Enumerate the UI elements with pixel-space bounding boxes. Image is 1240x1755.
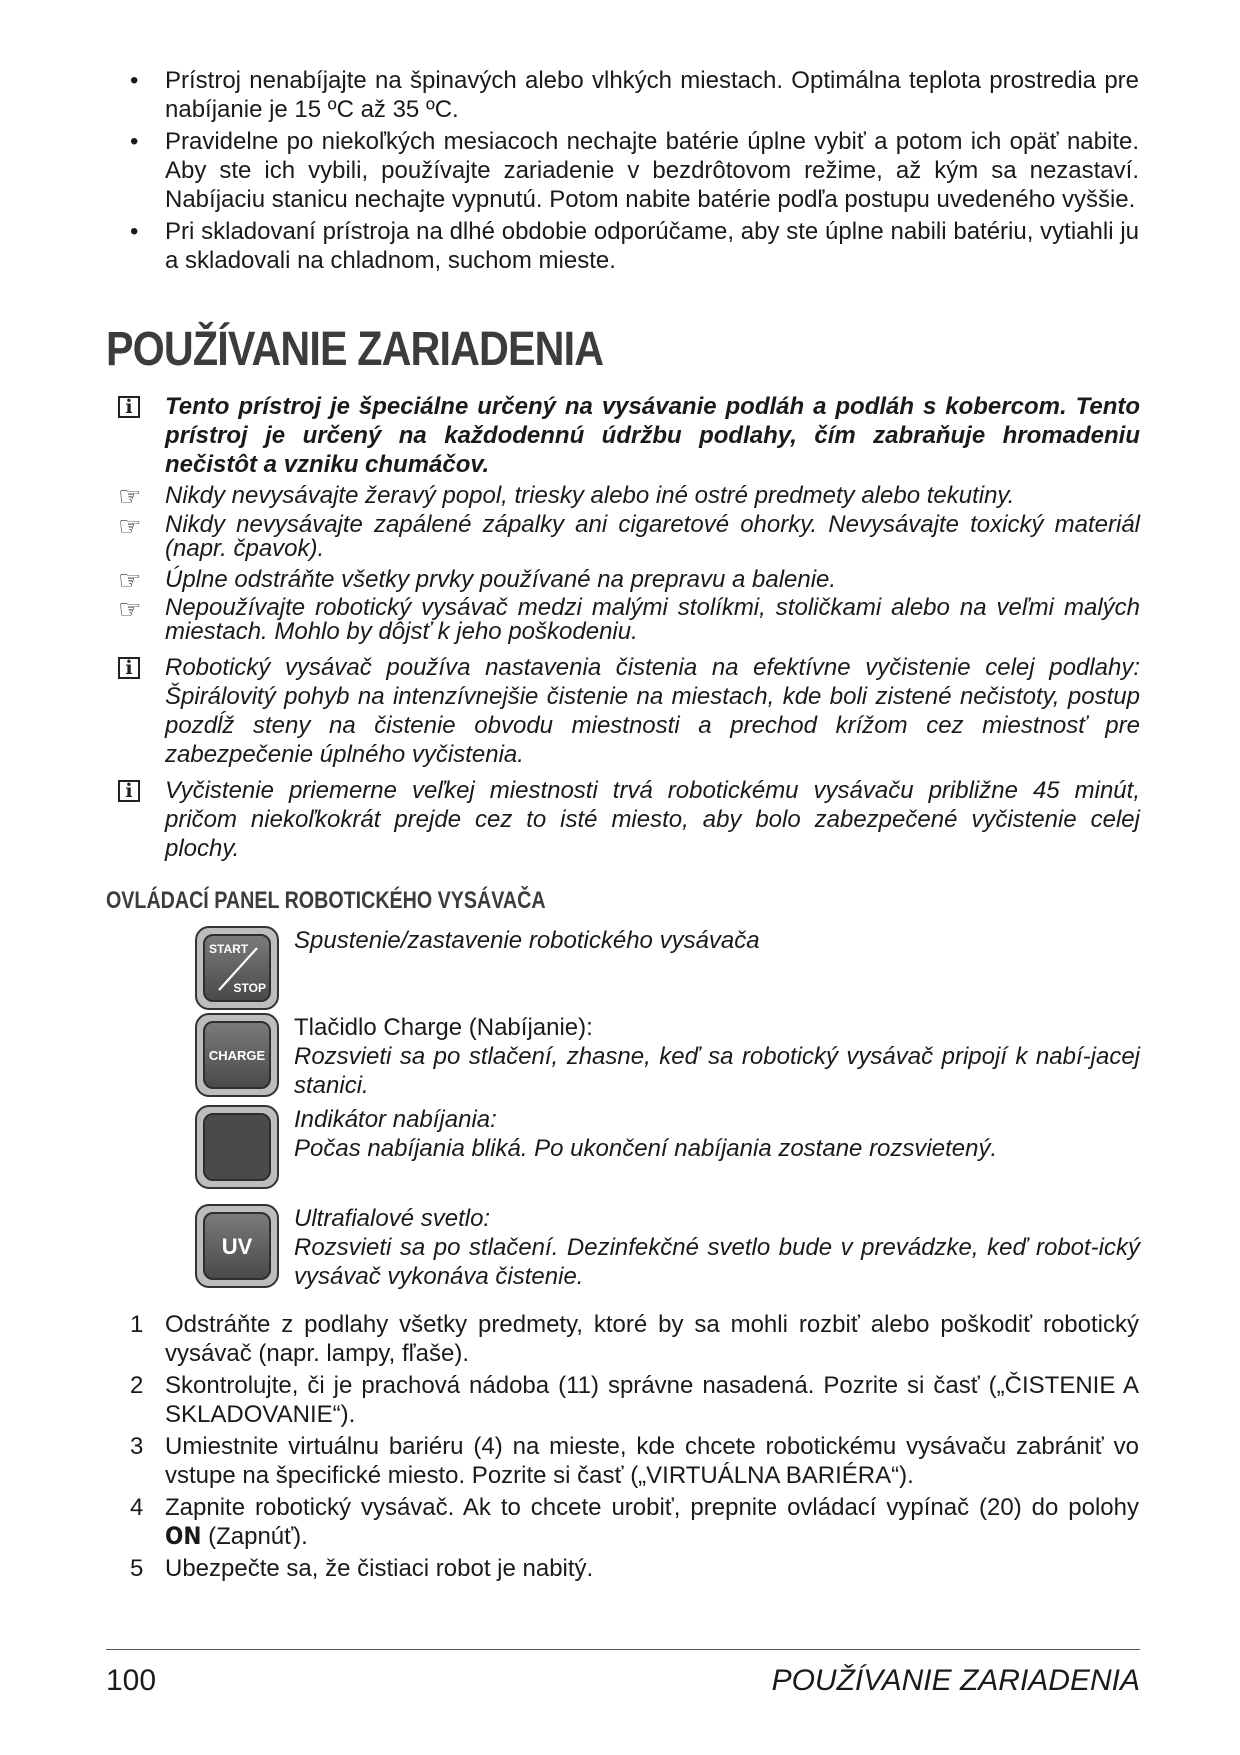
start-stop-button: START STOP [195,926,279,1010]
uv-title: Ultrafialové svetlo: [294,1205,491,1232]
list-item: 4 Zapnite robotický vysávač. Ak to chcete urobiť, prepnite ovládací vypínač (20) do polohy ON (Zapnúť). [130,1494,1139,1550]
page-number: 100 [106,1664,157,1697]
list-item: 1 Odstráňte z podlahy všetky predmety, ktoré by sa mohli rozbiť alebo poškodiť robotický vysávač (napr. lampy, fľaše). [130,1311,1139,1367]
info-icon: i [118,396,140,418]
info-icon: i [118,657,140,679]
charge-description: Rozsvieti sa po stlačení, zhasne, keď sa robotický vysávač pripojí k nabí-jacej stanici. [294,1043,1140,1099]
info-note-modes: i Robotický vysávač používa nastavenia čistenia na efektívne vyčistenie celej podlahy: Špirálovitý pohyb na intenzívnejšie čistenie na miestach, kde boli zistené nečistoty, postup pozdĺž steny na čistenie obvodu miestnosti a prechod krížom cez miestnosť pre zabezpečenie úplného vyčistenia. [118,653,1140,769]
control-panel-heading: OVLÁDACÍ PANEL ROBOTICKÉHO VYSÁVAČA [106,887,546,914]
list-item: • Prístroj nenabíjajte na špinavých alebo vlhkých miestach. Optimálna teplota prostredia pre nabíjanie je 15 ºC až 35 ºC. [130,67,1139,123]
pointing-hand-icon: ☞ [118,594,142,624]
pointing-hand-icon: ☞ [118,565,142,595]
uv-description: Rozsvieti sa po stlačení. Dezinfekčné svetlo bude v prevádzke, keď robot-ický vysávač vykonáva čistenie. [294,1234,1140,1290]
pointing-hand-icon: ☞ [118,481,142,511]
charge-row [195,1013,1140,1100]
indicator-description: Počas nabíjania bliká. Po ukončení nabíjania zostane rozsvietený. [294,1135,998,1162]
warning-note: ☞ Nikdy nevysávajte žeravý popol, triesky alebo iné ostré predmety alebo tekutiny. [118,481,1015,511]
list-item: • Pravidelne po niekoľkých mesiacoch nechajte batérie úplne vybiť a potom ich opäť nabite. Aby ste ich vybili, používajte zariadenie v bezdrôtovom režime, až kým sa nezastaví. Nabíjaciu stanicu nechajte vypnutú. Potom nabite batérie podľa postupu uvedeného vyššie. [130,128,1139,213]
footer-section-title: POUŽÍVANIE ZARIADENIA [771,1664,1140,1697]
list-item: 5 Ubezpečte sa, že čistiaci robot je nabitý. [130,1555,594,1582]
list-item: 2 Skontrolujte, či je prachová nádoba (11) správne nasadená. Pozrite si časť („ČISTENIE A SKLADOVANIE“). [130,1372,1139,1428]
charging-tips-list [125,66,1139,278]
usage-steps-list [125,1310,1139,1586]
start-stop-row [195,926,1140,995]
on-label: ON [165,1522,202,1550]
footer-divider [106,1649,1140,1650]
uv-row [195,1204,1140,1291]
indicator-title: Indikátor nabíjania: [294,1106,497,1133]
charge-button: CHARGE [195,1013,279,1097]
warning-note: ☞ Úplne odstráňte všetky prvky používané na prepravu a balenie. [118,565,837,595]
charging-indicator-row [195,1105,1140,1163]
info-note-intro: i Tento prístroj je špeciálne určený na vysávanie podláh a podláh s kobercom. Tento prístroj je určený na každodennú údržbu podlahy, čím zabraňuje hromadeniu nečistôt a vzniku chumáčov. [118,392,1140,479]
start-stop-description: Spustenie/zastavenie robotického vysávača [294,927,760,954]
list-item: 3 Umiestnite virtuálnu bariéru (4) na mieste, kde chcete robotickému vysávaču zabrániť vo vstupe na špecifické miesto. Pozrite si časť („VIRTUÁLNA BARIÉRA“). [130,1433,1139,1489]
charge-title: Tlačidlo Charge (Nabíjanie): [294,1014,593,1041]
list-item: • Pri skladovaní prístroja na dlhé obdobie odporúčame, aby ste úplne nabili batériu, vytiahli ju a skladovali na chladnom, suchom mieste. [130,218,1139,274]
info-note-time: i Vyčistenie priemerne veľkej miestnosti trvá robotickému vysávaču približne 45 minút, pričom niekoľkokrát prejde cez to isté miesto, aby bolo zabezpečené vyčistenie celej plochy. [118,776,1140,863]
charging-indicator-light [195,1105,279,1189]
warning-note: ☞ Nikdy nevysávajte zapálené zápalky ani cigaretové ohorky. Nevysávajte toxický materiál (napr. čpavok). [118,511,1140,562]
uv-button: UV [195,1204,279,1288]
warning-note: ☞ Nepoužívajte robotický vysávač medzi malými stolíkmi, stoličkami alebo na veľmi malých miestach. Mohlo by dôjsť k jeho poškodeniu. [118,594,1140,645]
info-icon: i [118,780,140,802]
pointing-hand-icon: ☞ [118,511,142,541]
section-title: POUŽÍVANIE ZARIADENIA [106,323,604,376]
